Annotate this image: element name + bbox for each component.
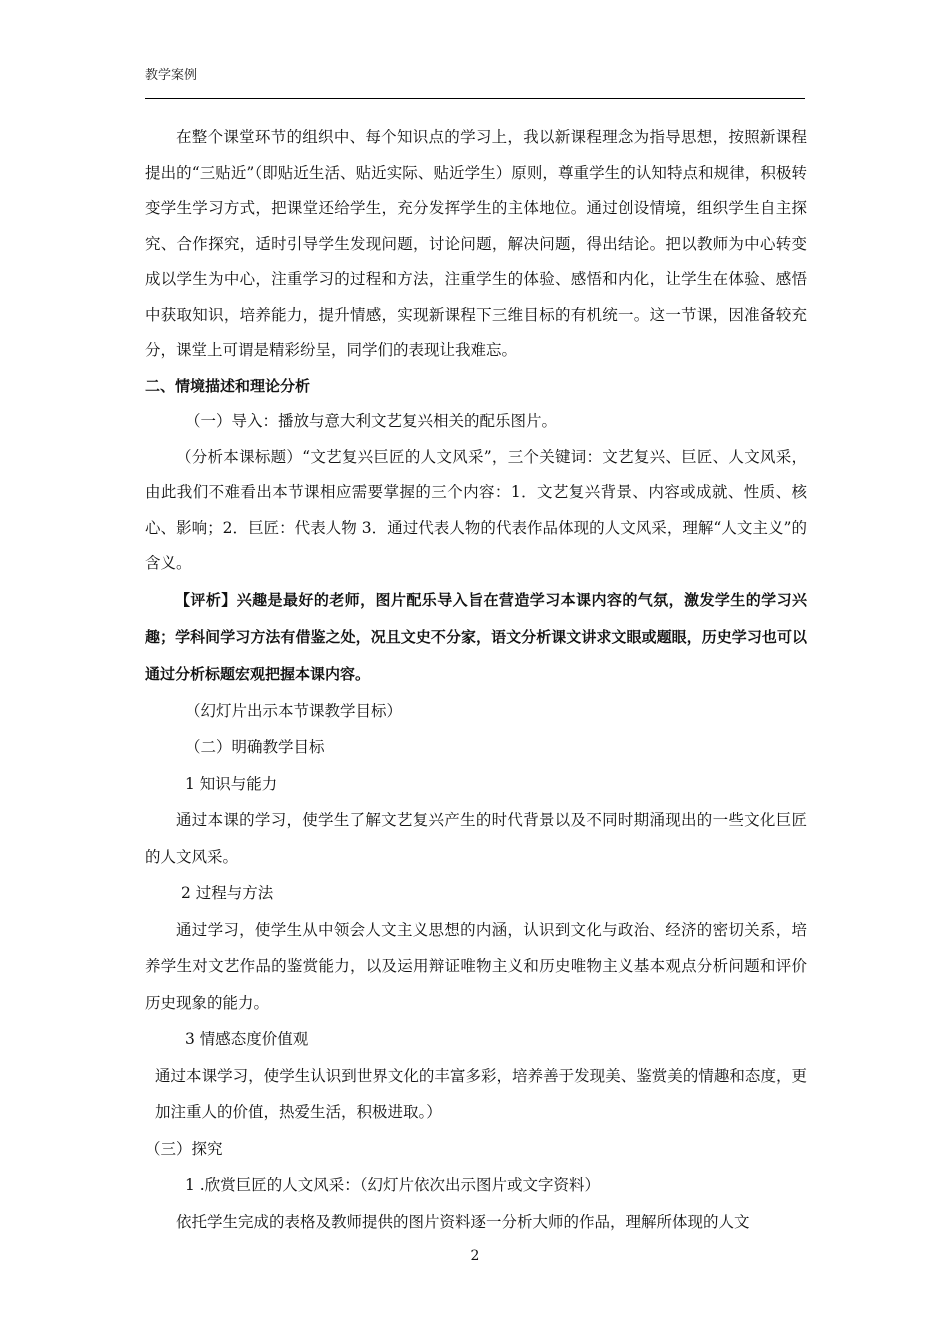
page-header: 教学案例 [145, 68, 198, 83]
page-number: 2 [470, 1248, 480, 1264]
paragraph-commentary: 【评析】兴趣是最好的老师，图片配乐导入旨在营造学习本课内容的气氛，激发学生的学习兴趣；学科间学习方法有借鉴之处，况且文史不分家，语文分析课文讲求文眼或题眼，历史学习也可以通过分析标题宏观把握本课内容。 [145, 590, 807, 683]
document-body [145, 120, 807, 1240]
paragraph-slide-note: （幻灯片出示本节课教学目标） [185, 701, 403, 720]
paragraph-analysis-continued: 依托学生完成的表格及教师提供的图片资料逐一分析大师的作品，理解所体现的人文 [176, 1212, 750, 1231]
section-heading: 二、情境描述和理论分析 [145, 376, 311, 395]
objective-1-heading: 1 知识与能力 [185, 774, 278, 793]
objective-3-heading: 3 情感态度价值观 [185, 1030, 309, 1048]
explore-item-1: 1 .欣赏巨匠的人文风采：（幻灯片依次出示图片或文字资料） [185, 1176, 600, 1194]
header-divider [145, 98, 805, 99]
subsection-explore-heading: （三）探究 [145, 1139, 223, 1158]
subsection-objectives-heading: （二）明确教学目标 [185, 738, 325, 756]
paragraph-intro: 在整个课堂环节的组织中、每个知识点的学习上，我以新课程理念为指导思想，按照新课程提出的“三贴近”（即贴近生活、贴近实际、贴近学生）原则，尊重学生的认知特点和规律，积极转变学生学习方式，把课堂还给学生，充分发挥学生的主体地位。通过创设情境，组织学生自主探究、合作探究，适时引导学生发现问题，讨论问题，解决问题，得出结论。把以教师为中心转变成以学生为中心，注重学习的过程和方法，注重学生的体验、感悟和内化，让学生在体验、感悟中获取知识，培养能力，提升情感，实现新课程下三维目标的有机统一。这一节课，因准备较充分，课堂上可谓是精彩纷呈，同学们的表现让我难忘。 [145, 128, 807, 359]
objective-3-text: 通过本课学习，使学生认识到世界文化的丰富多彩，培养善于发现美、鉴赏美的情趣和态度，更加注重人的价值，热爱生活，积极进取。） [155, 1066, 807, 1121]
objective-2-text: 通过学习，使学生从中领会人文主义思想的内涵，认识到文化与政治、经济的密切关系，培养学生对文艺作品的鉴赏能力，以及运用辩证唯物主义和历史唯物主义基本观点分析问题和评价历史现象的能力。 [145, 920, 807, 1012]
subsection-intro-heading: （一）导入：播放与意大利文艺复兴相关的配乐图片。 [185, 412, 558, 430]
paragraph-title-analysis: （分析本课标题）“文艺复兴巨匠的人文风采”，三个关键词：文艺复兴、巨匠、人文风采，由此我们不难看出本节课相应需要掌握的三个内容：1．文艺复兴背景、内容或成就、性质、核心、影响；2．巨匠：代表人物 3．通过代表人物的代表作品体现的人文风采，理解“人文主义”的含义。 [145, 447, 807, 572]
objective-2-heading: 2 过程与方法 [181, 884, 274, 902]
objective-1-text: 通过本课的学习，使学生了解文艺复兴产生的时代背景以及不同时期涌现出的一些文化巨匠的人文风采。 [145, 811, 807, 866]
